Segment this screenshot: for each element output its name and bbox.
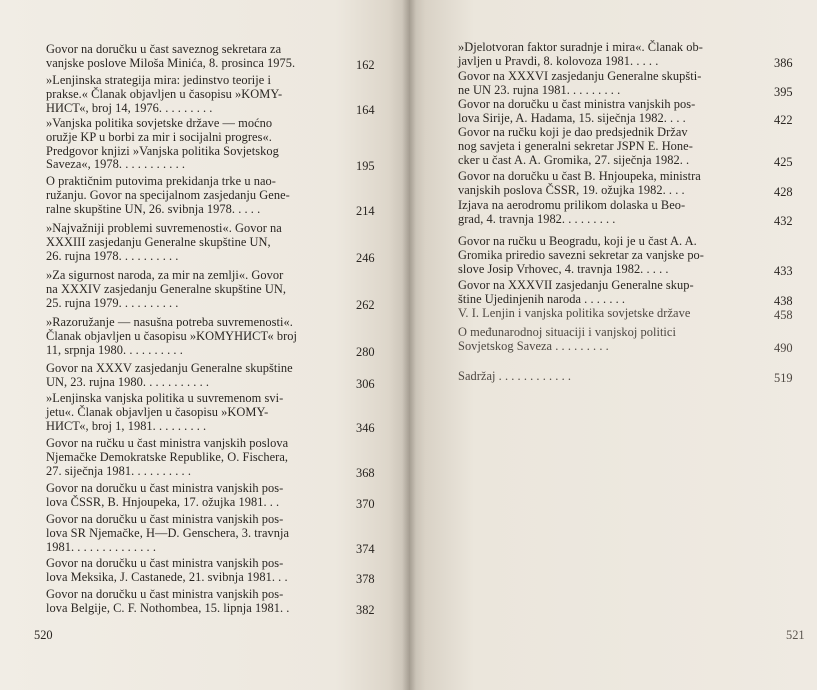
toc-page-number: 395 bbox=[774, 84, 793, 99]
toc-entry bbox=[458, 170, 756, 198]
toc-entry-line: cker u čast A. A. Gromika, 27. siječnja 1982. . bbox=[458, 152, 690, 167]
toc-entry-line: Govor na ručku u čast ministra vanjskih poslova bbox=[46, 436, 289, 450]
toc-entry bbox=[46, 392, 340, 433]
toc-entry-line: »Najvažniji problemi suvremenosti«. Govor na bbox=[46, 221, 282, 235]
toc-entry-line: ružanju. Govor na specijalnom zasjedanju Gene- bbox=[46, 187, 290, 202]
toc-entry-line: lova ČSSR, B. Hnjoupeka, 17. ožujka 1981. . . bbox=[46, 494, 280, 509]
toc-entry bbox=[46, 482, 340, 510]
toc-entry bbox=[458, 370, 756, 384]
toc-page-number: 368 bbox=[356, 465, 375, 480]
toc-entry-line: nog savjeta i generalni sekretar JSPN E. Hone- bbox=[458, 138, 693, 153]
toc-entry bbox=[458, 326, 756, 354]
toc-entry-line: »Lenjinska vanjska politika u suvremenom svi- bbox=[46, 391, 284, 405]
toc-entry-line: Govor na doručku u čast ministra vanjskih pos- bbox=[46, 481, 284, 495]
toc-entry bbox=[458, 307, 756, 321]
right-page bbox=[409, 0, 817, 690]
toc-entry-line: na XXXIV zasjedanju Generalne skupštine UN, bbox=[46, 281, 287, 296]
toc-entry-line: O praktičnim putovima prekidanja trke u nao- bbox=[46, 174, 276, 188]
toc-entry bbox=[46, 513, 340, 554]
toc-entry bbox=[46, 269, 340, 310]
toc-entry-line: 1981. . . . . . . . . . . . . . bbox=[46, 539, 156, 554]
toc-entry-line: lova Sirije, A. Hadama, 15. siječnja 1982. . . . bbox=[458, 110, 686, 125]
toc-entry-line: Govor na doručku u čast ministra vanjskih pos- bbox=[46, 587, 284, 601]
toc-entry-line: »Za sigurnost naroda, za mir na zemlji«. Govor bbox=[46, 268, 284, 282]
toc-entry-line: Članak objavljen u časopisu »KOMYНИСТ« broj bbox=[46, 328, 298, 343]
toc-page-number: 432 bbox=[774, 213, 793, 228]
toc-entry-line: Govor na doručku u čast ministra vanjskih pos- bbox=[46, 512, 284, 526]
toc-page-number: 386 bbox=[774, 55, 793, 70]
toc-entry-line: 11, srpnja 1980. . . . . . . . . . bbox=[46, 342, 183, 357]
toc-page-number: 246 bbox=[356, 250, 375, 265]
toc-entry-line: O međunarodnoj situaciji i vanjskoj politici bbox=[458, 325, 676, 339]
toc-page-number: 164 bbox=[356, 102, 375, 117]
toc-page-number: 374 bbox=[356, 541, 375, 556]
toc-entry-line: vanjske poslove Miloša Minića, 8. prosinca 1975. bbox=[46, 55, 296, 70]
toc-entry-line: jetu«. Članak objavljen u časopisu »KOMY- bbox=[46, 404, 269, 419]
toc-entry-line: »Razoružanje — nasušna potreba suvremenosti«. bbox=[46, 315, 293, 329]
toc-entry-line: ne UN 23. rujna 1981. . . . . . . . . bbox=[458, 82, 621, 97]
toc-entry bbox=[46, 437, 340, 478]
toc-entry-line: Govor na ručku koji je dao predsjednik Držav bbox=[458, 125, 688, 139]
toc-entry-line: Govor na doručku u čast B. Hnjoupeka, ministra bbox=[458, 169, 701, 183]
toc-page-number: 262 bbox=[356, 297, 375, 312]
toc-entry-line: НИСТ«, broj 1, 1981. . . . . . . . . bbox=[46, 418, 207, 433]
toc-entry-line: 27. siječnja 1981. . . . . . . . . . bbox=[46, 463, 191, 478]
toc-page-number: 382 bbox=[356, 602, 375, 617]
toc-entry bbox=[458, 70, 756, 98]
toc-page-number: 422 bbox=[774, 112, 793, 127]
toc-page-number: 370 bbox=[356, 496, 375, 511]
toc-entry-line: UN, 23. rujna 1980. . . . . . . . . . . bbox=[46, 374, 210, 389]
toc-entry bbox=[46, 117, 340, 172]
toc-entry bbox=[458, 126, 756, 167]
toc-page-number: 214 bbox=[356, 203, 375, 218]
toc-page-number: 195 bbox=[356, 159, 375, 174]
toc-entry bbox=[46, 74, 340, 115]
toc-entry-line: grad, 4. travnja 1982. . . . . . . . . bbox=[458, 211, 616, 226]
toc-entry-line: Govor na doručku u čast ministra vanjskih pos- bbox=[458, 97, 696, 111]
toc-entry-line: Saveza«, 1978. . . . . . . . . . . bbox=[46, 157, 186, 172]
toc-entry-line: Govor na doručku u čast saveznog sekretara za bbox=[46, 42, 282, 56]
toc-entry-line: javljen u Pravdi, 8. kolovoza 1981. . . . . bbox=[458, 53, 659, 68]
folio-right: 521 bbox=[786, 628, 805, 642]
toc-entry-line: oružje KP u borbi za mir i socijalni progres«. bbox=[46, 129, 272, 144]
toc-page-number: 162 bbox=[356, 57, 375, 72]
toc-entry bbox=[458, 199, 756, 227]
toc-page-number: 306 bbox=[356, 376, 375, 391]
toc-entry-line: 25. rujna 1979. . . . . . . . . . bbox=[46, 295, 179, 310]
toc-entry-line: lova SR Njemačke, H—D. Genschera, 3. travnja bbox=[46, 525, 290, 540]
toc-entry-line: Govor na ručku u Beogradu, koji je u čast A. A. bbox=[458, 234, 697, 248]
toc-entry-line: »Lenjinska strategija mira: jedinstvo teorije i bbox=[46, 73, 271, 87]
toc-entry-line: »Vanjska politika sovjetske države — moćno bbox=[46, 116, 273, 130]
toc-page-number: 378 bbox=[356, 571, 375, 586]
toc-entry-line: Izjava na aerodromu prilikom dolaska u Beo- bbox=[458, 198, 686, 212]
toc-entry-line: Sovjetskog Saveza . . . . . . . . . bbox=[458, 338, 609, 353]
toc-entry-line: Govor na doručku u čast ministra vanjskih pos- bbox=[46, 556, 284, 570]
toc-entry bbox=[46, 316, 340, 357]
toc-entry bbox=[458, 98, 756, 126]
toc-entry bbox=[46, 43, 340, 71]
toc-entry-line: V. I. Lenjin i vanjska politika sovjetske države bbox=[458, 306, 691, 320]
toc-page-number: 458 bbox=[774, 308, 793, 322]
toc-entry-line: 26. rujna 1978. . . . . . . . . . bbox=[46, 248, 179, 263]
toc-entry-line: štine Ujedinjenih naroda . . . . . . . bbox=[458, 291, 626, 306]
toc-page-number: 433 bbox=[774, 263, 793, 278]
toc-entry-line: Sadržaj . . . . . . . . . . . . bbox=[458, 369, 572, 383]
toc-entry-line: Govor na XXXVI zasjedanju Generalne skupšti- bbox=[458, 69, 702, 83]
toc-entry-line: Gromika priredio savezni sekretar za vanjske po- bbox=[458, 247, 704, 262]
toc-entry-line: lova Belgije, C. F. Nothombea, 15. lipnja 1981. . bbox=[46, 600, 290, 615]
toc-entry-line: slove Josip Vrhovec, 4. travnja 1982. . . . . bbox=[458, 261, 669, 276]
toc-entry bbox=[46, 222, 340, 263]
toc-entry bbox=[46, 588, 340, 616]
toc-entry-line: vanjskih poslova ČSSR, 19. ožujka 1982. . . . bbox=[458, 182, 685, 197]
toc-page-number: 280 bbox=[356, 344, 375, 359]
toc-entry-line: Govor na XXXVII zasjedanju Generalne skup- bbox=[458, 278, 694, 292]
toc-entry bbox=[458, 279, 756, 307]
toc-entry-line: НИСТ«, broj 14, 1976. . . . . . . . . bbox=[46, 100, 213, 115]
toc-entry-line: prakse.« Članak objavljen u časopisu »KOMY- bbox=[46, 86, 283, 101]
toc-entry bbox=[458, 235, 756, 276]
toc-entry bbox=[46, 362, 340, 390]
toc-page-number: 425 bbox=[774, 154, 793, 169]
folio-left: 520 bbox=[34, 628, 53, 642]
toc-entry bbox=[458, 41, 756, 69]
book-gutter bbox=[402, 0, 416, 690]
toc-entry-line: Govor na XXXV zasjedanju Generalne skupštine bbox=[46, 361, 293, 375]
toc-entry-line: »Djelotvoran faktor suradnje i mira«. Članak ob- bbox=[458, 40, 703, 54]
toc-page-number: 438 bbox=[774, 293, 793, 308]
toc-page-number: 519 bbox=[774, 371, 793, 385]
toc-entry-line: ralne skupštine UN, 26. svibnja 1978. . . . . bbox=[46, 201, 261, 216]
toc-entry bbox=[46, 175, 340, 216]
toc-entry bbox=[46, 557, 340, 585]
toc-page-number: 490 bbox=[774, 340, 793, 355]
toc-page-number: 428 bbox=[774, 184, 793, 199]
toc-page-number: 346 bbox=[356, 420, 375, 435]
toc-entry-line: lova Meksika, J. Castanede, 21. svibnja 1981. . . bbox=[46, 569, 288, 584]
toc-entry-line: Predgovor knjizi »Vanjska politika Sovjetskog bbox=[46, 143, 279, 158]
toc-entry-line: XXXIII zasjedanju Generalne skupštine UN, bbox=[46, 234, 271, 249]
toc-entry-line: Njemačke Demokratske Republike, O. Fischera, bbox=[46, 449, 289, 464]
